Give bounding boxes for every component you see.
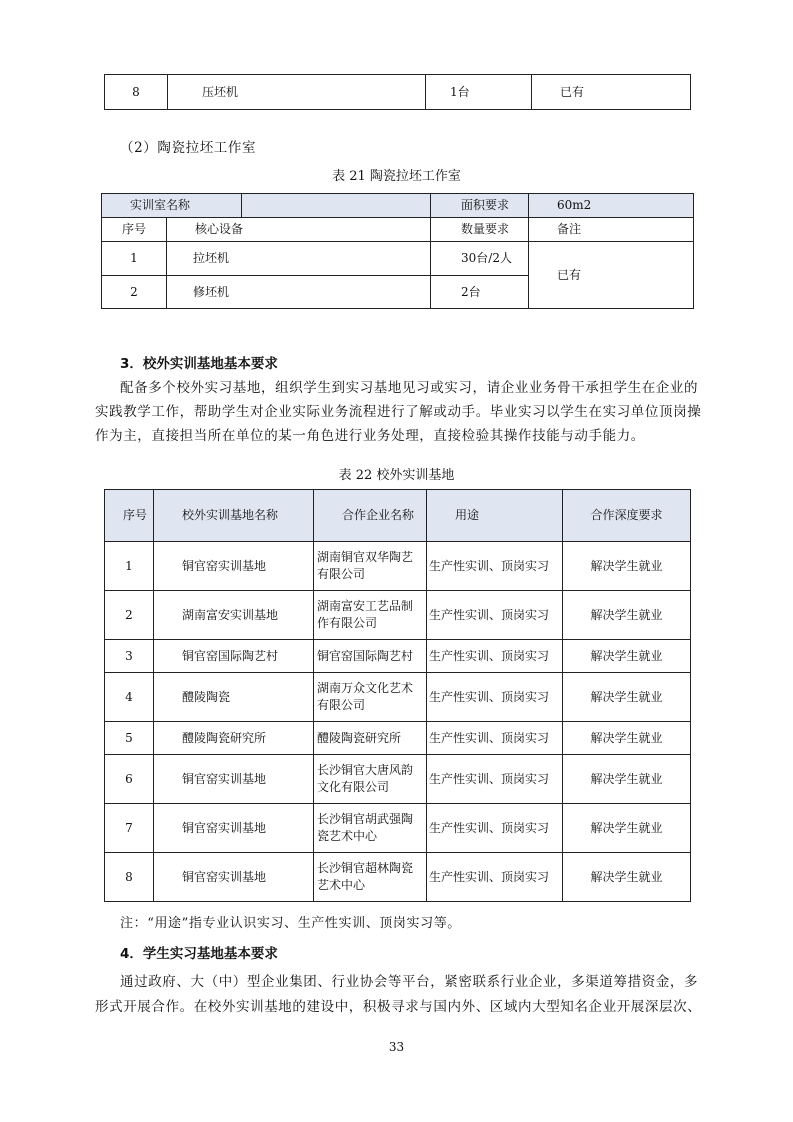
table21 xyxy=(101,193,694,309)
cell-base: 铜官窑国际陶艺村 xyxy=(154,640,314,673)
cell-company: 醴陵陶瓷研究所 xyxy=(314,722,427,755)
page-number: 33 xyxy=(388,1040,405,1054)
cell-base: 铜官窑实训基地 xyxy=(154,542,314,591)
cell-equipment: 压坯机 xyxy=(168,75,426,110)
section3-line-2: 实践教学工作，帮助学生对企业实际业务流程进行了解或动手。毕业实习以学生在实习单位顶岗操 xyxy=(95,404,702,420)
header-remark: 备注 xyxy=(529,218,694,242)
header-depth: 合作深度要求 xyxy=(563,490,691,542)
table-row xyxy=(105,640,691,673)
header-base: 校外实训基地名称 xyxy=(154,490,314,542)
equipment-table-continued xyxy=(104,74,691,110)
header-quantity: 数量要求 xyxy=(431,218,529,242)
cell-remark: 已有 xyxy=(532,75,691,110)
header-company: 合作企业名称 xyxy=(314,490,427,542)
cell-depth: 解决学生就业 xyxy=(563,591,691,640)
header-no xyxy=(105,490,154,542)
cell-base: 湖南富安实训基地 xyxy=(154,591,314,640)
row-equipment: 拉坯机 xyxy=(167,242,431,276)
cell-quantity: 1台 xyxy=(426,75,532,110)
cell-base: 醴陵陶瓷研究所 xyxy=(154,722,314,755)
cell-depth: 解决学生就业 xyxy=(563,673,691,722)
cell-use: 生产性实训、顶岗实习 xyxy=(427,755,563,804)
section3-line-1: 配备多个校外实习基地，组织学生到实习基地见习或实习，请企业业务骨干承担学生在企业的 xyxy=(120,380,699,396)
cell-no: 3 xyxy=(105,640,154,673)
cell-depth: 解决学生就业 xyxy=(563,755,691,804)
cell-use: 生产性实训、顶岗实习 xyxy=(427,722,563,755)
row-no: 1 xyxy=(102,242,167,276)
room-name-value xyxy=(242,194,431,218)
table-row xyxy=(105,755,691,804)
cell-base: 铜官窑实训基地 xyxy=(154,804,314,853)
cell-company: 湖南万众文化艺术有限公司 xyxy=(314,673,427,722)
header-no-text: 序号 xyxy=(122,508,147,522)
section3-line-3: 作为主，直接担当所在单位的某一角色进行业务处理，直接检验其操作技能与动手能力。 xyxy=(95,428,645,444)
cell-depth: 解决学生就业 xyxy=(563,722,691,755)
header-use: 用途 xyxy=(427,490,563,542)
cell-no: 7 xyxy=(105,804,154,853)
table22-note: 注：“用途”指专业认识实习、生产性实训、顶岗实习等。 xyxy=(120,916,461,931)
section4-line-1: 通过政府、大（中）型企业集团、行业协会等平台，紧密联系行业企业，多渠道筹措资金，多 xyxy=(120,974,699,990)
cell-depth: 解决学生就业 xyxy=(563,542,691,591)
room-name-label: 实训室名称 xyxy=(102,194,242,218)
cell-use: 生产性实训、顶岗实习 xyxy=(427,853,563,902)
section3-title: 3．校外实训基地基本要求 xyxy=(120,356,278,372)
header-no: 序号 xyxy=(102,218,167,242)
table-row xyxy=(105,673,691,722)
table21-caption: 表 21 陶瓷拉坯工作室 xyxy=(332,169,461,184)
cell-no: 4 xyxy=(105,673,154,722)
cell-use: 生产性实训、顶岗实习 xyxy=(427,640,563,673)
cell-no: 6 xyxy=(105,755,154,804)
cell-company: 湖南铜官双华陶艺有限公司 xyxy=(314,542,427,591)
table22-caption: 表 22 校外实训基地 xyxy=(338,468,455,483)
table22 xyxy=(104,489,691,902)
table-row xyxy=(105,542,691,591)
table-row xyxy=(105,591,691,640)
cell-use: 生产性实训、顶岗实习 xyxy=(427,591,563,640)
table-row xyxy=(105,722,691,755)
cell-company: 长沙铜官超林陶瓷艺术中心 xyxy=(314,853,427,902)
section4-title: 4．学生实习基地基本要求 xyxy=(120,946,278,962)
row-remark: 已有 xyxy=(529,242,694,309)
cell-base: 铜官窑实训基地 xyxy=(154,853,314,902)
row-no: 2 xyxy=(102,276,167,309)
row-quantity: 2台 xyxy=(431,276,529,309)
cell-depth: 解决学生就业 xyxy=(563,853,691,902)
table-row xyxy=(105,804,691,853)
cell-use: 生产性实训、顶岗实习 xyxy=(427,804,563,853)
cell-base: 醴陵陶瓷 xyxy=(154,673,314,722)
area-value: 60m2 xyxy=(529,194,694,218)
header-equipment: 核心设备 xyxy=(167,218,431,242)
cell-depth: 解决学生就业 xyxy=(563,640,691,673)
cell-depth: 解决学生就业 xyxy=(563,804,691,853)
area-label: 面积要求 xyxy=(431,194,529,218)
section4-line-2: 形式开展合作。在校外实训基地的建设中，积极寻求与国内外、区域内大型知名企业开展深层次、 xyxy=(95,999,702,1015)
cell-company: 长沙铜官胡武强陶瓷艺术中心 xyxy=(314,804,427,853)
cell-no: 8 xyxy=(105,853,154,902)
cell-company: 长沙铜官大唐风韵文化有限公司 xyxy=(314,755,427,804)
row-equipment: 修坯机 xyxy=(167,276,431,309)
cell-no: 2 xyxy=(105,591,154,640)
cell-no: 8 xyxy=(105,75,168,110)
subsection-title: （2）陶瓷拉坯工作室 xyxy=(120,140,257,156)
cell-company: 铜官窑国际陶艺村 xyxy=(314,640,427,673)
cell-company: 湖南富安工艺品制作有限公司 xyxy=(314,591,427,640)
cell-no: 5 xyxy=(105,722,154,755)
cell-use: 生产性实训、顶岗实习 xyxy=(427,673,563,722)
row-quantity: 30台/2人 xyxy=(431,242,529,276)
cell-use: 生产性实训、顶岗实习 xyxy=(427,542,563,591)
cell-base: 铜官窑实训基地 xyxy=(154,755,314,804)
cell-no: 1 xyxy=(105,542,154,591)
table-row xyxy=(105,853,691,902)
